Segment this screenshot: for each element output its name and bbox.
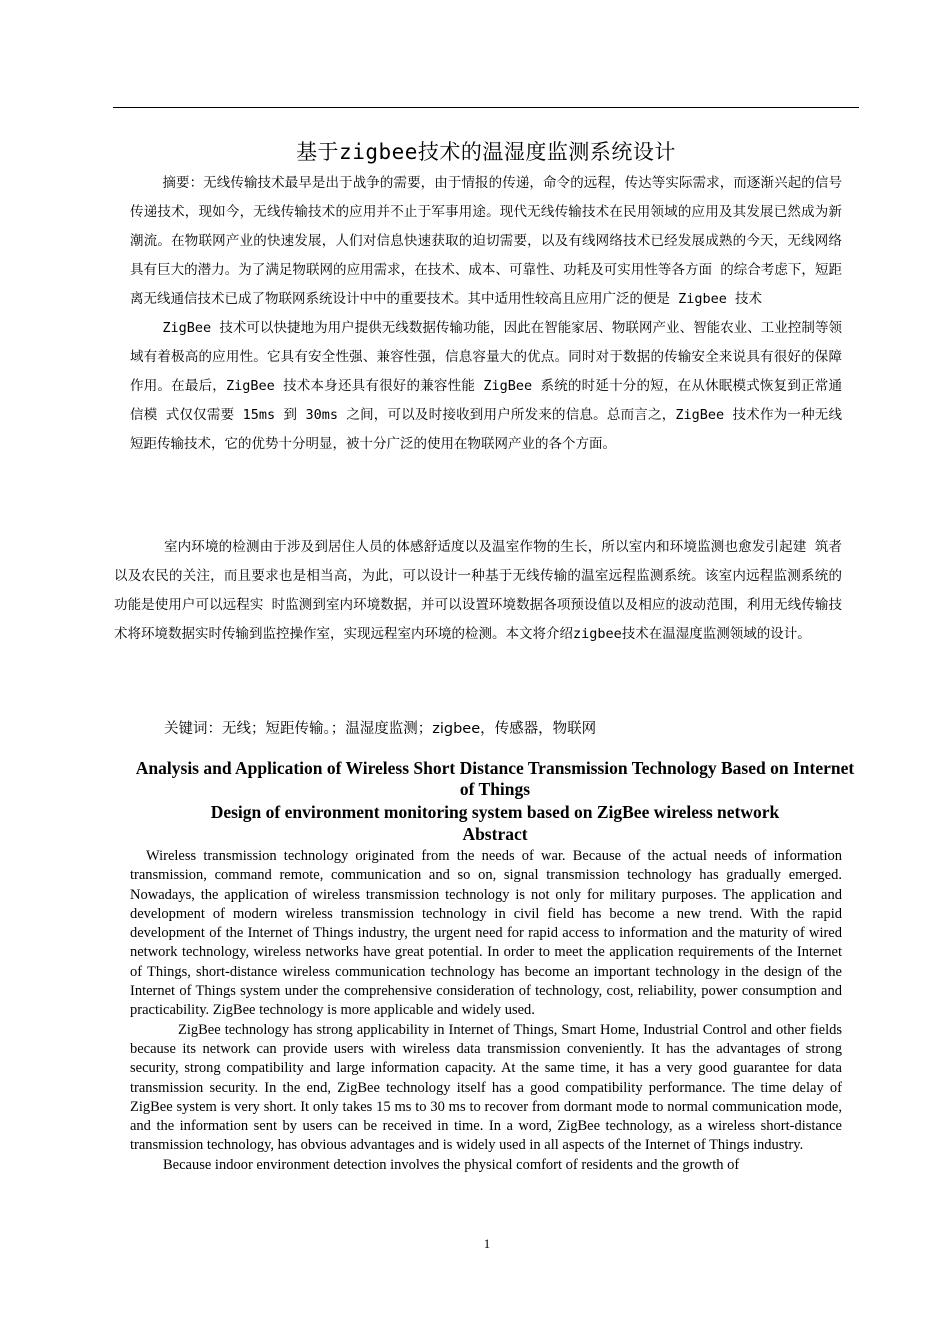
keywords: 关键词：无线；短距传输。；温湿度监测；zigbee，传感器，物联网 [164,721,597,737]
chinese-title: 基于zigbee技术的温湿度监测系统设计 [296,140,676,164]
english-abstract-paragraph-2: ZigBee technology has strong applicability in Internet of Things, Smart Home, Industrial Control and other fields because its network can provide users with wireless data transmission conveniently. It has the advantages of strong security, strong compatibility and large information capacity. At the same time, it has a very good guarantee for data transmission security. In the end, ZigBee technology itself has a good compatibility performance. The time delay of ZigBee system is very short. It only takes 15 ms to 30 ms to recover from dormant mode to normal communication mode, and the information sent by users can be received in time. In a word, ZigBee technology, as a wireless short-distance transmission technology, has obvious advantages and is widely used in all aspects of the Internet of Things industry. [130,1021,842,1154]
header-rule [113,107,859,108]
chinese-abstract-paragraph-3: 室内环境的检测由于涉及到居住人员的体感舒适度以及温室作物的生长，所以室内和环境监测也愈发引起建 筑者以及农民的关注，而且要求也是相当高，为此，可以设计一种基于无线传输的温室远程监测系统。该室内远程监测系统的功能是使用户可以远程实 时监测到室内环境数据，并可以设置环境数据各项预设值以及相应的波动范围，利用无线传输技术将环境数据实时传输到监控操作室，实现远程室内环境的检测。本文将介绍zigbee技术在温湿度监测领域的设计。 [114,539,842,642]
chinese-abstract-paragraph-3-block [114,533,842,649]
abstract-heading: Abstract [462,824,528,844]
chinese-abstract [130,169,842,459]
english-title: Analysis and Application of Wireless Short Distance Transmission Technology Based on Internet of Things [135,758,855,799]
chinese-abstract-paragraph-2: ZigBee 技术可以快捷地为用户提供无线数据传输功能，因此在智能家居、物联网产业、智能农业、工业控制等领域有着极高的应用性。它具有安全性强、兼容性强，信息容量大的优点。同时对于数据的传输安全来说具有很好的保障作用。在最后，ZigBee 技术本身还具有很好的兼容性能 ZigBee 系统的时延十分的短，在从休眠模式恢复到正常通信模 式仅仅需要 15ms 到 30ms 之间，可以及时接收到用户所发来的信息。总而言之，ZigBee 技术作为一种无线短距传输技术，它的优势十分明显，被十分广泛的使用在物联网产业的各个方面。 [130,320,842,452]
chinese-abstract-paragraph-1: 摘要：无线传输技术最早是出于战争的需要，由于情报的传递，命令的远程，传达等实际需求，而逐渐兴起的信号传递技术，现如今，无线传输技术的应用并不止于军事用途。现代无线传输技术在民用领域的应用及其发展已然成为新潮流。在物联网产业的快速发展，人们对信息快速获取的迫切需要，以及有线网络技术已经发展成熟的今天，无线网络具有巨大的潜力。为了满足物联网的应用需求，在技术、成本、可靠性、功耗及可实用性等各方面 的综合考虑下，短距离无线通信技术已成了物联网系统设计中中的重要技术。其中适用性较高且应用广泛的便是 Zigbee 技术 [130,175,842,307]
english-abstract-paragraph-3: Because indoor environment detection involves the physical comfort of residents and the growth of [163,1156,740,1173]
english-abstract [130,847,842,1175]
english-abstract-paragraph-1: Wireless transmission technology originated from the needs of war. Because of the actual needs of information transmission, command remote, communication and so on, signal transmission technology has gradually emerged. Nowadays, the application of wireless transmission technology is not only for military purposes. The application and development of modern wireless transmission technology in civil field has become a new trend. With the rapid development of the Internet of Things industry, the urgent need for rapid access to information and the maturity of wired network technology, wireless networks have great potential. In order to meet the application requirements of the Internet of Things, short-distance wireless communication technology has become an important technology in the design of the Internet of Things system under the comprehensive consideration of technology, cost, reliability, power consumption and practicability. ZigBee technology is more applicable and widely used. [130,848,842,1019]
english-subtitle: Design of environment monitoring system based on ZigBee wireless network [210,802,780,822]
page-number: 1 [483,1236,491,1251]
